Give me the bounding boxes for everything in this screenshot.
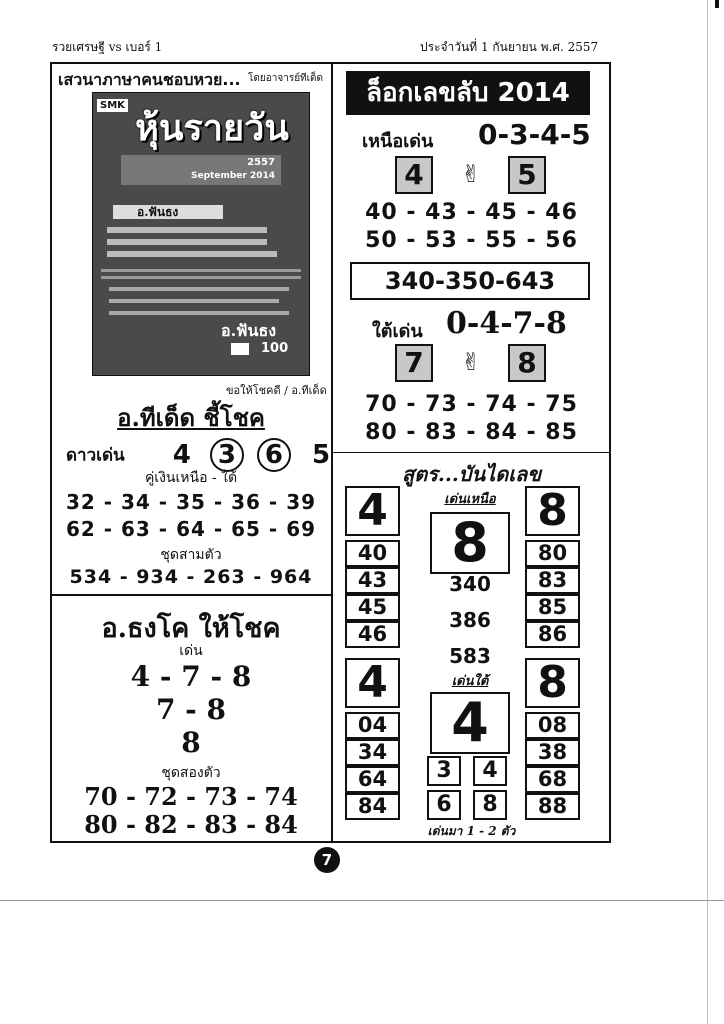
magazine-cover <box>92 92 310 376</box>
cover-brand-small: อ.ฟันธง <box>137 205 179 219</box>
star-number-circled: 3 <box>210 438 244 472</box>
cover-line <box>107 227 267 233</box>
cover-line <box>109 287 289 291</box>
cover-issue-panel <box>121 155 281 185</box>
ladder-cell: 45 <box>345 594 400 621</box>
left-bottom-heading: อ.ธงโค ให้โชค <box>101 613 281 644</box>
upper-box: 5 <box>508 156 546 194</box>
cover-line <box>101 276 301 279</box>
formula-title: สูตร...บันไดเลข <box>401 462 541 486</box>
ladder-big-right: 8 <box>525 486 580 536</box>
upper-focus-label: เด่นเหนือ <box>444 492 496 507</box>
triple-row: 534 - 934 - 263 - 964 <box>69 566 313 588</box>
victory-hand-icon: ✌ <box>460 348 482 376</box>
victory-hand-icon: ✌ <box>460 160 482 188</box>
cover-brand: อ.ฟันธง <box>221 321 277 340</box>
grid-cell: 8 <box>473 790 507 820</box>
upper-label: เหนือเด่น <box>362 131 434 152</box>
ladder-cell: 43 <box>345 567 400 594</box>
pair-row-2: 62 - 63 - 64 - 65 - 69 <box>65 517 317 541</box>
ladder-cell: 08 <box>525 712 580 739</box>
focus-line-2: 7 - 8 <box>155 693 227 726</box>
header-left: รวยเศรษฐี vs เบอร์ 1 <box>52 40 163 54</box>
pair-label: คู่เงินเหนือ - ใต้ <box>144 470 238 486</box>
cover-badge: SMK <box>97 99 128 112</box>
ladder-big-middle: 4 <box>430 692 510 754</box>
ladder-middle-number: 583 <box>449 644 491 668</box>
ladder-cell: 64 <box>345 766 400 793</box>
two-digit-label: ชุดสองตัว <box>161 765 221 781</box>
left-byline: โดยอาจารย์ทีเด็ด <box>248 73 324 84</box>
ladder-cell: 68 <box>525 766 580 793</box>
cover-line <box>101 269 301 272</box>
page-number: 7 <box>314 847 340 873</box>
ladder-big-right: 8 <box>525 658 580 708</box>
banner: ล็อกเลขลับ 2014 <box>346 71 590 115</box>
ladder-cell: 83 <box>525 567 580 594</box>
upper-numbers: 0-3-4-5 <box>478 118 591 151</box>
upper-row-2: 50 - 53 - 55 - 56 <box>365 228 578 253</box>
ladder-cell: 34 <box>345 739 400 766</box>
triple-set-box: 340-350-643 <box>350 262 590 300</box>
focus-label: เด่น <box>179 643 203 659</box>
upper-box: 4 <box>395 156 433 194</box>
star-number-circled: 6 <box>257 438 291 472</box>
grid-cell: 4 <box>473 756 507 786</box>
lower-box: 8 <box>508 344 546 382</box>
upper-row-1: 40 - 43 - 45 - 46 <box>365 200 578 225</box>
ladder-middle-number: 386 <box>449 608 491 632</box>
ladder-cell: 88 <box>525 793 580 820</box>
star-label: ดาวเด่น <box>66 445 125 466</box>
cover-line <box>109 299 279 303</box>
ladder-middle-number: 340 <box>449 572 491 596</box>
ladder-cell: 80 <box>525 540 580 567</box>
ladder-footer: เด่นมา 1 - 2 ตัว <box>427 824 516 838</box>
ladder-cell: 84 <box>345 793 400 820</box>
cover-line <box>107 251 277 257</box>
ladder-cell: 46 <box>345 621 400 648</box>
left-top-heading: อ.ทีเด็ด ชี้โชค <box>117 403 265 432</box>
cover-issue-month: September 2014 <box>191 171 275 181</box>
ladder-cell: 38 <box>525 739 580 766</box>
cover-line <box>107 239 267 245</box>
ladder-cell: 85 <box>525 594 580 621</box>
scan-edge <box>707 0 708 1024</box>
header-right: ประจำวันที่ 1 กันยายน พ.ศ. 2557 <box>420 40 599 54</box>
ladder-big-left: 4 <box>345 658 400 708</box>
star-number: 5 <box>312 440 331 470</box>
two-digit-row-1: 70 - 72 - 73 - 74 <box>84 782 298 811</box>
right-section-divider <box>332 452 611 453</box>
grid-cell: 3 <box>427 756 461 786</box>
ladder-cell: 86 <box>525 621 580 648</box>
ladder-big-left: 4 <box>345 486 400 536</box>
focus-line-1: 4 - 7 - 8 <box>130 660 252 693</box>
ladder-cell: 40 <box>345 540 400 567</box>
lower-label: ใต้เด่น <box>372 321 423 342</box>
star-number: 4 <box>172 440 191 470</box>
left-section-divider <box>50 594 332 596</box>
lower-numbers: 0-4-7-8 <box>446 306 567 341</box>
lower-box: 7 <box>395 344 433 382</box>
cover-caption: ขอให้โชคดี / อ.ทีเด็ด <box>226 384 327 397</box>
ladder-big-middle: 8 <box>430 512 510 574</box>
cover-title: หุ้นรายวัน <box>135 107 289 149</box>
two-digit-row-2: 80 - 82 - 83 - 84 <box>84 810 298 839</box>
pair-row-1: 32 - 34 - 35 - 36 - 39 <box>65 490 317 514</box>
lower-row-1: 70 - 73 - 74 - 75 <box>365 392 578 417</box>
cover-line <box>109 311 289 315</box>
left-title: เสวนาภาษาคนชอบหวย... <box>58 70 241 89</box>
lower-focus-label: เด่นใต้ <box>451 674 489 689</box>
cover-price: 100 <box>261 341 289 356</box>
cover-issue-year: 2557 <box>247 157 275 168</box>
focus-line-3: 8 <box>181 726 201 759</box>
ladder-cell: 04 <box>345 712 400 739</box>
corner-mark <box>715 0 719 8</box>
triple-label: ชุดสามตัว <box>160 547 222 563</box>
scan-line <box>0 900 724 901</box>
cover-barcode <box>231 343 249 355</box>
lower-row-2: 80 - 83 - 84 - 85 <box>365 420 578 445</box>
grid-cell: 6 <box>427 790 461 820</box>
